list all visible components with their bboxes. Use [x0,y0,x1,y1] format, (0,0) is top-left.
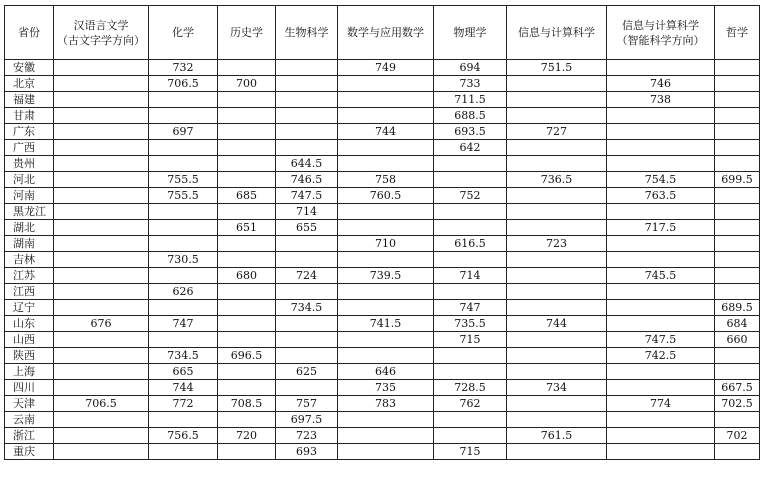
cell-info-computing-ai: 774 [607,396,715,412]
cell-chemistry [149,220,218,236]
cell-history [218,444,276,460]
table-row [5,284,760,300]
cell-info-computing [507,108,607,124]
cell-info-computing-ai: 745.5 [607,268,715,284]
cell-physics [434,364,507,380]
cell-chinese-paleography [54,236,149,252]
cell-info-computing-ai [607,412,715,428]
cell-chemistry: 626 [149,284,218,300]
table-row [5,140,760,156]
table-row [5,156,760,172]
cell-chemistry: 744 [149,380,218,396]
cell-philosophy [715,108,760,124]
cell-chemistry [149,156,218,172]
cell-philosophy [715,220,760,236]
cell-chinese-paleography [54,332,149,348]
cell-info-computing-ai: 747.5 [607,332,715,348]
cell-mathematics [338,284,434,300]
table-row [5,172,760,188]
cell-physics: 711.5 [434,92,507,108]
cell-physics: 715 [434,444,507,460]
cell-chemistry [149,108,218,124]
cell-history [218,300,276,316]
cell-province: 河南 [5,188,54,204]
cell-province: 北京 [5,76,54,92]
cell-info-computing [507,300,607,316]
cell-philosophy [715,156,760,172]
table-row [5,92,760,108]
cell-philosophy [715,252,760,268]
cell-biology [276,316,338,332]
cell-biology [276,348,338,364]
cell-chemistry [149,268,218,284]
cell-province: 吉林 [5,252,54,268]
table-row [5,428,760,444]
cell-physics: 752 [434,188,507,204]
cell-info-computing-ai [607,252,715,268]
cell-mathematics [338,428,434,444]
cell-history: 696.5 [218,348,276,364]
cell-biology: 734.5 [276,300,338,316]
cell-chemistry: 732 [149,60,218,76]
header-biology: 生物科学 [276,6,338,60]
cell-info-computing: 736.5 [507,172,607,188]
cell-biology: 693 [276,444,338,460]
cell-info-computing [507,188,607,204]
cell-mathematics [338,140,434,156]
cell-chemistry: 706.5 [149,76,218,92]
cell-history [218,252,276,268]
cell-history [218,92,276,108]
cell-info-computing-ai [607,444,715,460]
cell-province: 安徽 [5,60,54,76]
cell-biology [276,380,338,396]
cell-biology [276,60,338,76]
cell-chinese-paleography [54,220,149,236]
cell-chinese-paleography [54,380,149,396]
cell-chinese-paleography [54,140,149,156]
cell-history [218,124,276,140]
cell-info-computing [507,76,607,92]
cell-physics [434,412,507,428]
cell-physics [434,172,507,188]
cell-history [218,236,276,252]
cell-info-computing-ai: 763.5 [607,188,715,204]
cell-province: 天津 [5,396,54,412]
cell-chemistry: 747 [149,316,218,332]
cell-history [218,316,276,332]
cell-province: 重庆 [5,444,54,460]
cell-info-computing: 751.5 [507,60,607,76]
cell-philosophy: 702 [715,428,760,444]
cell-history [218,172,276,188]
cell-biology [276,92,338,108]
cell-province: 广西 [5,140,54,156]
cell-mathematics [338,252,434,268]
cell-mathematics: 760.5 [338,188,434,204]
cell-philosophy [715,444,760,460]
cell-biology [276,76,338,92]
cell-biology: 746.5 [276,172,338,188]
header-row [5,6,760,60]
cell-mathematics: 646 [338,364,434,380]
cell-biology [276,284,338,300]
cell-province: 山东 [5,316,54,332]
header-chinese-paleography: 汉语言文学 （古文字学方向） [54,6,149,60]
header-info-computing-ai: 信息与计算科学 （智能科学方向） [607,6,715,60]
table-row [5,444,760,460]
cell-info-computing [507,396,607,412]
cell-history [218,364,276,380]
cell-philosophy: 689.5 [715,300,760,316]
cell-info-computing: 723 [507,236,607,252]
header-mathematics: 数学与应用数学 [338,6,434,60]
table-row [5,124,760,140]
cell-biology: 655 [276,220,338,236]
header-physics: 物理学 [434,6,507,60]
cell-mathematics [338,412,434,428]
table-row [5,364,760,380]
cell-history [218,380,276,396]
cell-chemistry [149,92,218,108]
cell-info-computing [507,412,607,428]
cell-chemistry [149,444,218,460]
cell-province: 湖南 [5,236,54,252]
cell-info-computing [507,268,607,284]
cell-chinese-paleography [54,348,149,364]
cell-chinese-paleography [54,124,149,140]
cell-history [218,332,276,348]
cell-mathematics: 749 [338,60,434,76]
table-row [5,204,760,220]
cell-physics: 728.5 [434,380,507,396]
cell-physics [434,284,507,300]
cell-info-computing-ai [607,284,715,300]
cell-physics [434,220,507,236]
cell-info-computing-ai [607,108,715,124]
cell-chemistry: 697 [149,124,218,140]
table-row [5,252,760,268]
cell-physics: 688.5 [434,108,507,124]
cell-philosophy [715,348,760,364]
cell-chemistry: 755.5 [149,188,218,204]
cell-philosophy [715,124,760,140]
cell-mathematics: 783 [338,396,434,412]
cell-chinese-paleography [54,412,149,428]
cell-mathematics: 739.5 [338,268,434,284]
cell-chinese-paleography [54,76,149,92]
cell-info-computing: 734 [507,380,607,396]
header-history: 历史学 [218,6,276,60]
cell-biology: 724 [276,268,338,284]
cell-mathematics: 758 [338,172,434,188]
cell-philosophy [715,268,760,284]
cell-info-computing-ai [607,236,715,252]
cell-info-computing [507,332,607,348]
cell-mathematics [338,348,434,364]
cell-mathematics [338,204,434,220]
cell-philosophy: 702.5 [715,396,760,412]
cell-chinese-paleography [54,108,149,124]
cell-philosophy [715,204,760,220]
cell-province: 湖北 [5,220,54,236]
cell-chinese-paleography [54,60,149,76]
cell-info-computing [507,220,607,236]
table-row [5,300,760,316]
cell-info-computing: 744 [507,316,607,332]
cell-history: 680 [218,268,276,284]
cell-biology [276,140,338,156]
cell-chinese-paleography [54,284,149,300]
table-row [5,332,760,348]
table-row [5,412,760,428]
cell-mathematics: 710 [338,236,434,252]
cell-chemistry: 665 [149,364,218,380]
cell-info-computing: 727 [507,124,607,140]
cell-mathematics [338,220,434,236]
cell-history: 708.5 [218,396,276,412]
cell-info-computing-ai [607,140,715,156]
cell-biology: 644.5 [276,156,338,172]
cell-philosophy [715,364,760,380]
cell-philosophy: 684 [715,316,760,332]
cell-province: 黑龙江 [5,204,54,220]
cell-info-computing [507,156,607,172]
cell-mathematics [338,300,434,316]
cell-physics: 616.5 [434,236,507,252]
cell-province: 四川 [5,380,54,396]
cell-philosophy [715,188,760,204]
cell-biology [276,124,338,140]
cell-history: 685 [218,188,276,204]
cell-province: 浙江 [5,428,54,444]
cell-philosophy [715,92,760,108]
cell-info-computing: 761.5 [507,428,607,444]
cell-mathematics: 735 [338,380,434,396]
cell-info-computing-ai [607,124,715,140]
cell-physics: 735.5 [434,316,507,332]
cell-chemistry: 730.5 [149,252,218,268]
table-row [5,380,760,396]
cell-info-computing-ai [607,156,715,172]
cell-philosophy [715,60,760,76]
cell-chemistry [149,412,218,428]
table-row [5,60,760,76]
table-row [5,108,760,124]
cell-info-computing [507,284,607,300]
cell-physics: 762 [434,396,507,412]
cell-info-computing [507,364,607,380]
cell-physics: 733 [434,76,507,92]
cell-physics [434,428,507,444]
cell-chemistry [149,236,218,252]
cell-chinese-paleography [54,156,149,172]
table-row [5,316,760,332]
cell-province: 甘肃 [5,108,54,124]
cell-philosophy [715,236,760,252]
cell-info-computing [507,92,607,108]
table-row [5,76,760,92]
cell-province: 陕西 [5,348,54,364]
cell-history [218,60,276,76]
cell-physics: 714 [434,268,507,284]
cell-history [218,108,276,124]
cell-info-computing-ai [607,380,715,396]
cell-history [218,156,276,172]
cell-biology: 697.5 [276,412,338,428]
header-province: 省份 [5,6,54,60]
cell-physics: 693.5 [434,124,507,140]
cell-chinese-paleography [54,444,149,460]
cell-info-computing [507,252,607,268]
table-row [5,188,760,204]
cell-chemistry: 772 [149,396,218,412]
cell-province: 贵州 [5,156,54,172]
score-table [4,5,760,460]
cell-info-computing-ai [607,364,715,380]
cell-physics: 694 [434,60,507,76]
cell-physics: 747 [434,300,507,316]
cell-info-computing-ai [607,316,715,332]
cell-history [218,284,276,300]
cell-history: 700 [218,76,276,92]
cell-chinese-paleography [54,268,149,284]
cell-info-computing-ai [607,60,715,76]
cell-biology [276,236,338,252]
cell-philosophy: 699.5 [715,172,760,188]
cell-chinese-paleography [54,92,149,108]
cell-physics: 715 [434,332,507,348]
cell-mathematics [338,444,434,460]
header-philosophy: 哲学 [715,6,760,60]
cell-province: 云南 [5,412,54,428]
cell-chinese-paleography [54,204,149,220]
cell-philosophy [715,76,760,92]
cell-mathematics [338,156,434,172]
cell-philosophy: 667.5 [715,380,760,396]
cell-biology: 625 [276,364,338,380]
cell-mathematics [338,108,434,124]
header-chemistry: 化学 [149,6,218,60]
cell-biology [276,252,338,268]
cell-philosophy: 660 [715,332,760,348]
cell-info-computing-ai: 742.5 [607,348,715,364]
cell-info-computing [507,444,607,460]
cell-chemistry: 734.5 [149,348,218,364]
cell-history [218,204,276,220]
cell-biology: 714 [276,204,338,220]
cell-physics [434,252,507,268]
cell-chinese-paleography [54,300,149,316]
cell-chinese-paleography [54,172,149,188]
cell-chinese-paleography [54,428,149,444]
cell-province: 辽宁 [5,300,54,316]
cell-biology: 757 [276,396,338,412]
cell-mathematics [338,76,434,92]
header-info-computing: 信息与计算科学 [507,6,607,60]
cell-province: 福建 [5,92,54,108]
cell-info-computing [507,204,607,220]
cell-chemistry: 755.5 [149,172,218,188]
cell-info-computing-ai [607,204,715,220]
table-row [5,348,760,364]
cell-history: 720 [218,428,276,444]
cell-info-computing-ai [607,300,715,316]
cell-physics: 642 [434,140,507,156]
cell-history [218,140,276,156]
cell-physics [434,348,507,364]
cell-biology [276,108,338,124]
cell-mathematics: 741.5 [338,316,434,332]
cell-info-computing-ai: 738 [607,92,715,108]
cell-philosophy [715,284,760,300]
cell-chemistry [149,204,218,220]
cell-chinese-paleography [54,252,149,268]
cell-mathematics [338,332,434,348]
cell-chinese-paleography: 706.5 [54,396,149,412]
cell-province: 河北 [5,172,54,188]
cell-province: 上海 [5,364,54,380]
table-row [5,268,760,284]
cell-mathematics: 744 [338,124,434,140]
cell-chinese-paleography [54,188,149,204]
cell-physics [434,156,507,172]
cell-physics [434,204,507,220]
cell-philosophy [715,412,760,428]
cell-biology: 723 [276,428,338,444]
table-row [5,236,760,252]
cell-biology [276,332,338,348]
cell-mathematics [338,92,434,108]
cell-info-computing [507,348,607,364]
cell-info-computing-ai [607,428,715,444]
cell-chinese-paleography [54,364,149,380]
cell-province: 江西 [5,284,54,300]
cell-chemistry [149,332,218,348]
cell-history: 651 [218,220,276,236]
cell-info-computing-ai: 754.5 [607,172,715,188]
cell-info-computing [507,140,607,156]
table-row [5,220,760,236]
cell-chemistry [149,140,218,156]
cell-info-computing-ai: 746 [607,76,715,92]
cell-chemistry: 756.5 [149,428,218,444]
cell-province: 山西 [5,332,54,348]
cell-biology: 747.5 [276,188,338,204]
table-row [5,396,760,412]
cell-philosophy [715,140,760,156]
cell-history [218,412,276,428]
cell-province: 江苏 [5,268,54,284]
cell-chinese-paleography: 676 [54,316,149,332]
cell-info-computing-ai: 717.5 [607,220,715,236]
cell-chemistry [149,300,218,316]
cell-province: 广东 [5,124,54,140]
